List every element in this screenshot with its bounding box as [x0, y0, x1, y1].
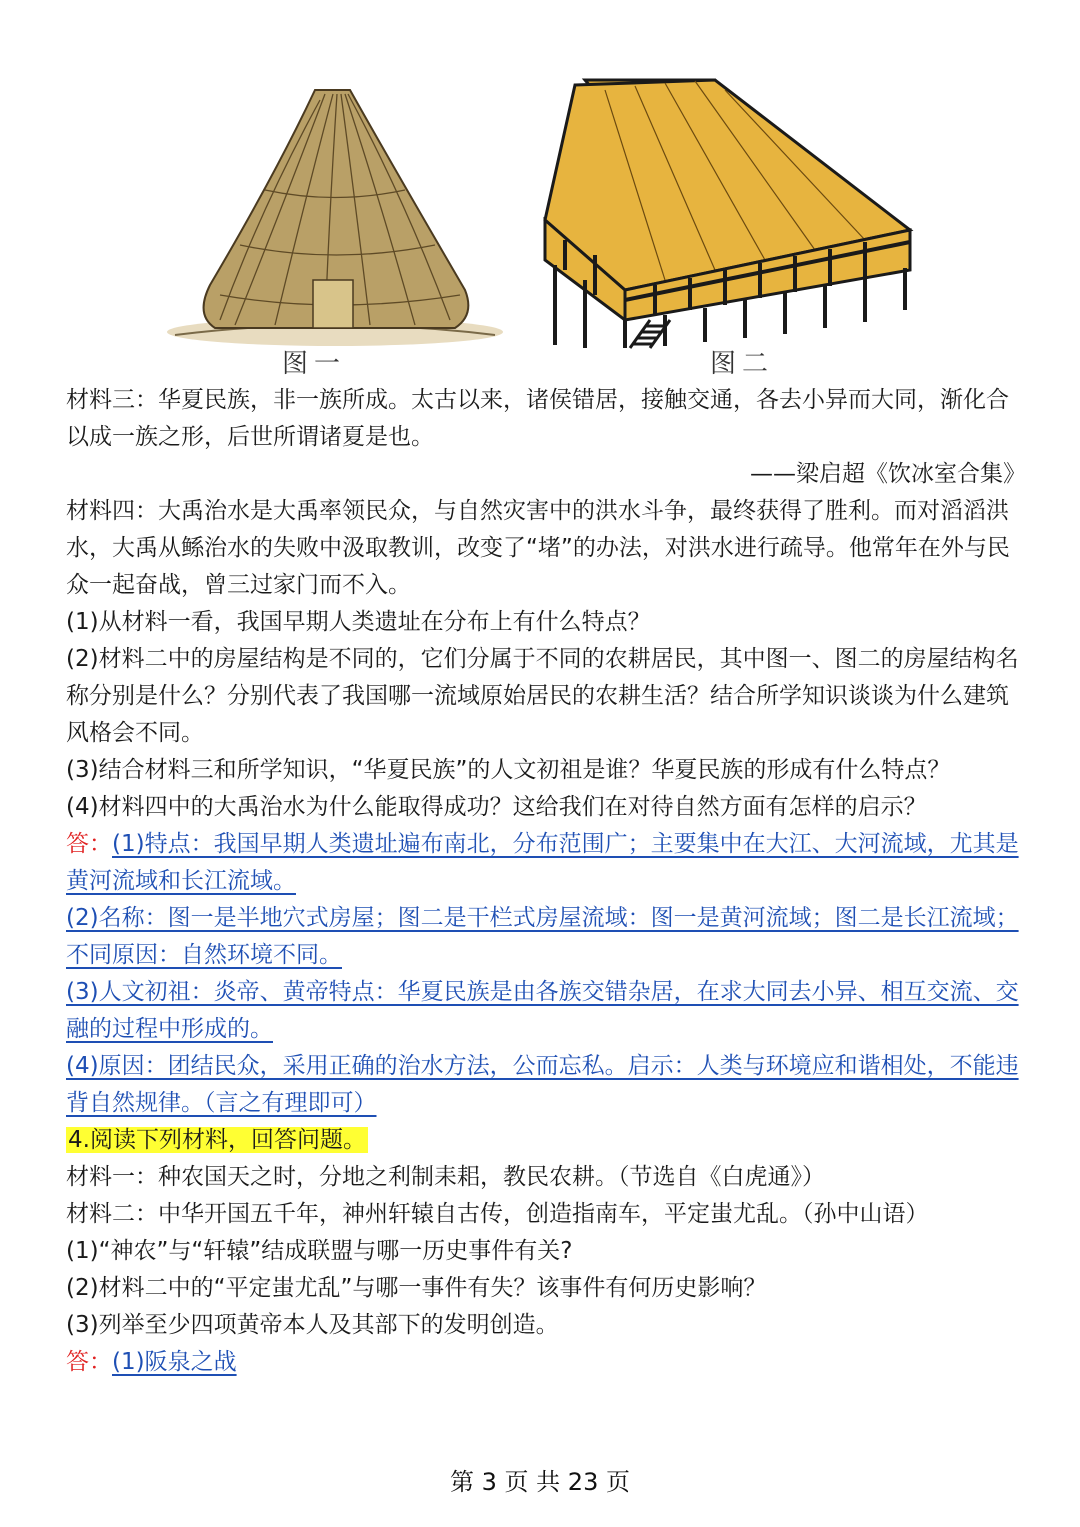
question-4-material-2: 材料二：中华开国五千年，神州轩辕自古传，创造指南车，平定蚩尤乱。（孙中山语） — [66, 1201, 929, 1227]
figure-1-caption: 图一 — [282, 349, 347, 379]
figure-2-stilt-house-illustration — [515, 70, 920, 350]
material-3-source: ——梁启超《饮冰室合集》 — [750, 461, 1026, 487]
question-4-heading: 4.阅读下列材料，回答问题。 — [68, 1127, 366, 1153]
question-4-1: (1)“神农”与“轩辕”结成联盟与哪一历史事件有关? — [66, 1238, 573, 1264]
question-3-4: (4)材料四中的大禹治水为什么能取得成功？这给我们在对待自然方面有怎样的启示？ — [66, 794, 927, 820]
answer-4-line — [66, 1344, 1026, 1381]
answer-label-4: 答： — [66, 1349, 112, 1375]
figure-2-caption: 图二 — [710, 349, 775, 379]
question-4-heading-line — [66, 1122, 1026, 1159]
page-footer: 第 3 页 共 23 页 — [450, 1468, 630, 1496]
question-3-3: (3)结合材料三和所学知识，“华夏民族”的人文初祖是谁？华夏民族的形成有什么特点？ — [66, 757, 951, 783]
answer-3-2-line — [66, 900, 1026, 974]
material-3-text: 材料三：华夏民族，非一族所成。太古以来，诸侯错居，接触交通，各去小异而大同，渐化合以成一族之形，后世所谓诸夏是也。 — [66, 387, 1009, 450]
answer-3-1: (1)特点：我国早期人类遗址遍布南北，分布范围广；主要集中在大江、大河流域，尤其是黄河流域和长江流域。 — [66, 831, 1019, 894]
question-4-material-1: 材料一：种农国天之时，分地之利制耒耜，教民农耕。（节选自《白虎通》） — [66, 1164, 825, 1190]
answer-3-4: (4)原因：团结民众，采用正确的治水方法，公而忘私。启示：人类与环境应和谐相处，不能违背自然规律。（言之有理即可） — [66, 1053, 1019, 1116]
question-4-3: (3)列举至少四项黄帝本人及其部下的发明创造。 — [66, 1312, 559, 1338]
material-4-text: 材料四：大禹治水是大禹率领民众，与自然灾害中的洪水斗争，最终获得了胜利。而对滔滔洪水，大禹从鲧治水的失败中汲取教训，改变了“堵”的办法，对洪水进行疏导。他常年在外与民众一起奋战，曾三过家门而不入。 — [66, 498, 1010, 598]
answer-3-3: (3)人文初祖：炎帝、黄帝特点：华夏民族是由各族交错杂居，在求大同去小异、相互交流、交融的过程中形成的。 — [66, 979, 1019, 1042]
answer-4-1: (1)阪泉之战 — [112, 1349, 237, 1375]
question-3-1: (1)从材料一看，我国早期人类遗址在分布上有什么特点？ — [66, 609, 651, 635]
answer-3-2: (2)名称：图一是半地穴式房屋；图二是干栏式房屋流域：图一是黄河流域；图二是长江流域；不同原因：自然环境不同。 — [66, 905, 1019, 968]
question-4-2: (2)材料二中的“平定蚩尤乱”与哪一事件有失？该事件有何历史影响？ — [66, 1275, 767, 1301]
figure-1-hut-illustration — [165, 80, 505, 350]
question-3-2: (2)材料二中的房屋结构是不同的，它们分属于不同的农耕居民，其中图一、图二的房屋结构名称分别是什么？分别代表了我国哪一流域原始居民的农耕生活？结合所学知识谈谈为什么建筑风格会不同。 — [66, 646, 1019, 746]
answer-3-1-line — [66, 826, 1026, 900]
answer-3-3-line — [66, 974, 1026, 1048]
document-body — [66, 382, 1026, 1381]
answer-3-4-line — [66, 1048, 1026, 1122]
figures-area — [0, 0, 1080, 380]
answer-label: 答： — [66, 831, 112, 857]
